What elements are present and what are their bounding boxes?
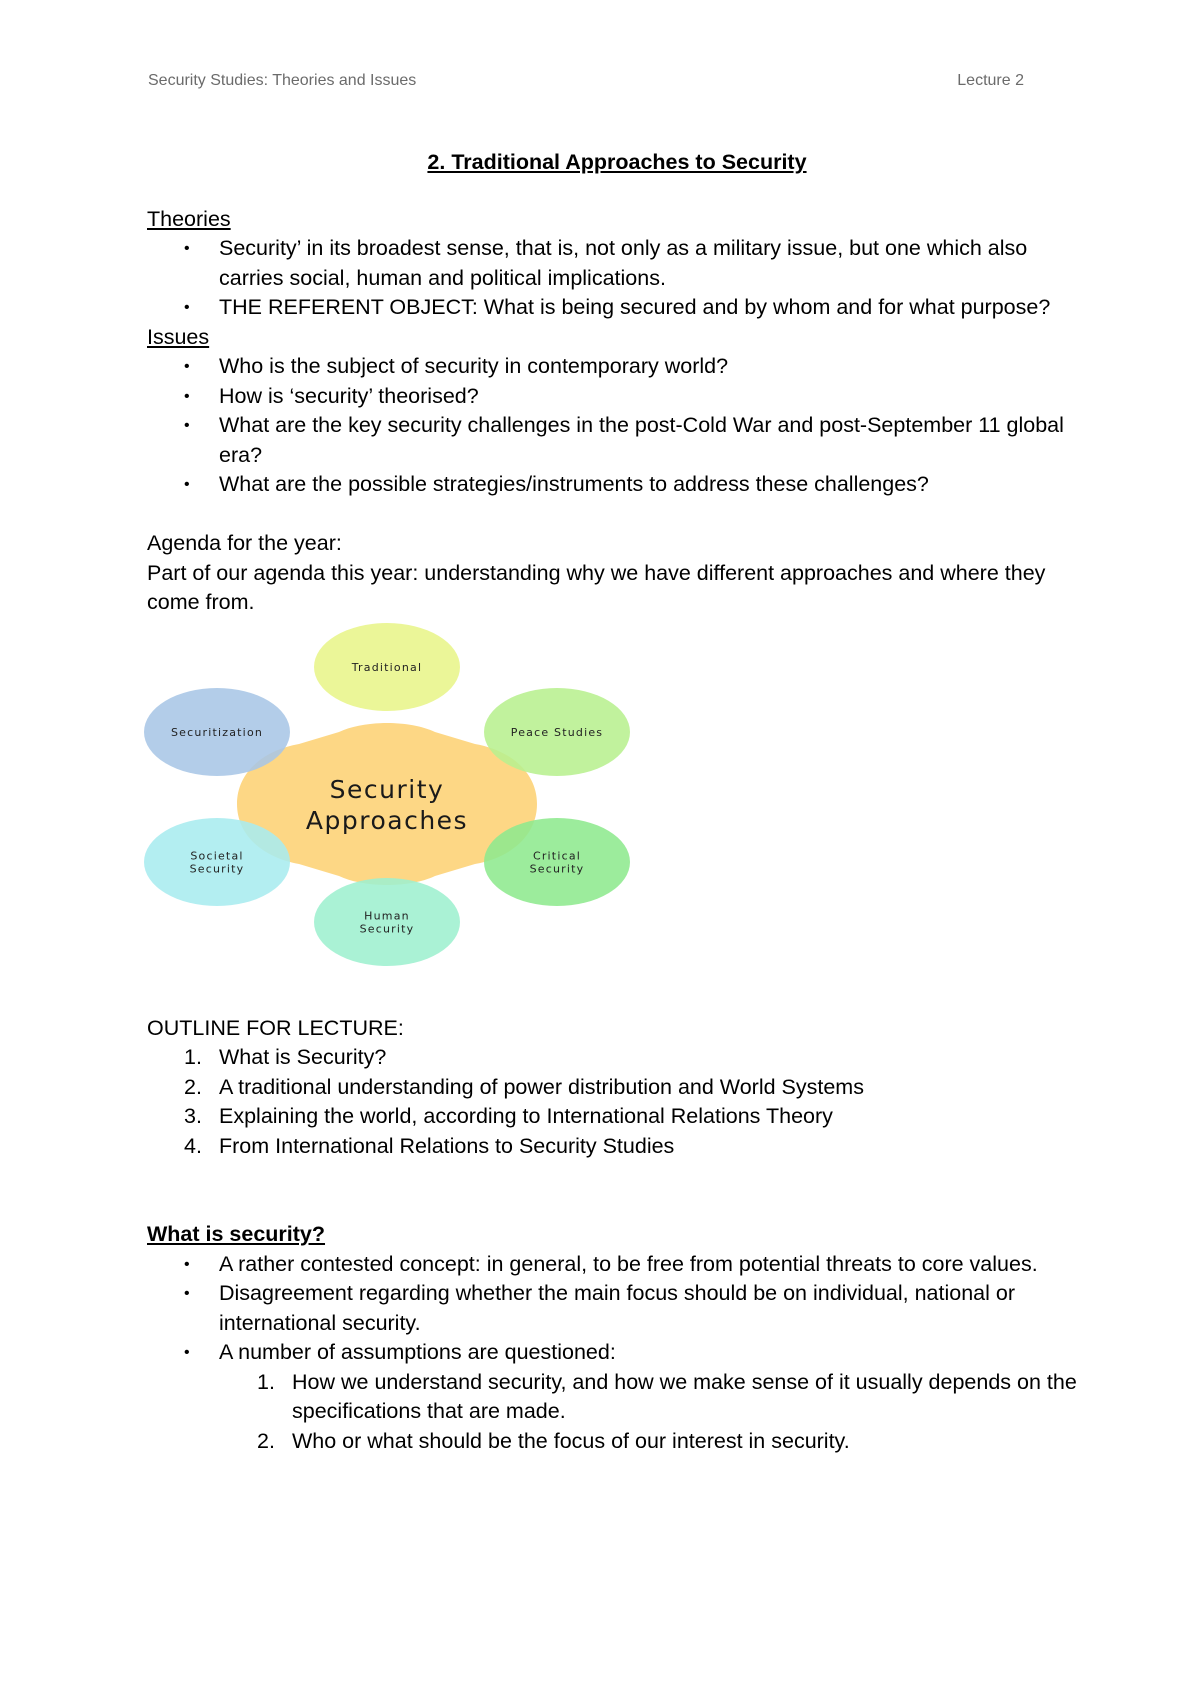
diagram-node (144, 818, 290, 906)
diagram-node-label: Critical (532, 849, 582, 862)
diagram-node-label: Security (189, 862, 245, 875)
diagram-node-label: Human (364, 909, 410, 922)
diagram-node (484, 818, 630, 906)
diagram-node-label: Traditional (351, 660, 423, 674)
list-text: Explaining the world, according to International Relations Theory (219, 1104, 833, 1128)
issues-list (147, 352, 1077, 500)
issues-heading: Issues (147, 324, 210, 349)
diagram-center-label: Security (329, 774, 445, 804)
theories-list (147, 234, 1077, 323)
diagram-node (144, 688, 290, 776)
outline-list (147, 1043, 1077, 1161)
list-item: • THE REFERENT OBJECT: What is being secured and by whom and for what purpose? (147, 293, 1077, 323)
outline-heading: OUTLINE FOR LECTURE: (147, 1015, 404, 1040)
list-text: A traditional understanding of power distribution and World Systems (219, 1074, 864, 1099)
diagram-node (314, 623, 460, 711)
list-item: • What are the possible strategies/instruments to address these challenges? (147, 470, 1077, 500)
list-item: • Security’ in its broadest sense, that is, not only as a military issue, but one which also carries social, human and political implications. (147, 234, 1077, 293)
diagram-node-label: Societal (190, 849, 244, 862)
diagram-canvas (139, 622, 699, 992)
list-item: • Disagreement regarding whether the main focus should be on individual, national or international security. (147, 1279, 1077, 1338)
document-title: 2. Traditional Approaches to Security (427, 150, 807, 174)
list-number: 3. (184, 1104, 202, 1128)
diagram-node (484, 688, 630, 776)
list-item: • How is ‘security’ theorised? (147, 382, 1077, 412)
list-number: 4. (184, 1133, 202, 1158)
list-item: • A rather contested concept: in general, to be free from potential threats to core values. (147, 1250, 1077, 1280)
list-item (147, 1102, 1077, 1132)
list-item (147, 1427, 1077, 1457)
header-lecture-number: Lecture 2 (957, 72, 1024, 89)
diagram-node (314, 878, 460, 966)
diagram-node-label: Peace Studies (510, 725, 604, 739)
list-item: • A number of assumptions are questioned: (147, 1338, 1077, 1368)
list-item (147, 1073, 1077, 1103)
list-item (147, 1368, 1077, 1427)
spacer (147, 500, 1077, 530)
list-item (147, 1132, 1077, 1162)
list-number: 1. (184, 1045, 202, 1069)
list-item: • What are the key security challenges in the post-Cold War and post-September 11 global era? (147, 411, 1077, 470)
what-is-security-list (147, 1250, 1077, 1368)
list-number: 1. (257, 1369, 275, 1394)
agenda-text: Part of our agenda this year: understanding why we have different approaches and where they come from. (147, 560, 1046, 614)
spacer (147, 1161, 1077, 1191)
list-text: How we understand security, and how we make sense of it usually depends on the specifications that are made. (292, 1369, 1077, 1423)
diagram-node-label: Security (359, 922, 415, 935)
document-body (147, 148, 1077, 1456)
list-item: • Who is the subject of security in contemporary world? (147, 352, 1077, 382)
diagram-center-label: Approaches (305, 805, 469, 835)
list-text: Who or what should be the focus of our interest in security. (292, 1428, 850, 1453)
theories-heading: Theories (147, 206, 231, 231)
diagram-node-label: Security (529, 862, 585, 875)
agenda-heading: Agenda for the year: (147, 531, 342, 555)
list-number: 2. (184, 1074, 202, 1099)
assumptions-list (147, 1368, 1077, 1457)
list-text: What is Security? (219, 1045, 387, 1069)
spacer (147, 1191, 1077, 1221)
header-course-title: Security Studies: Theories and Issues (148, 72, 417, 89)
list-text: From International Relations to Security Studies (219, 1133, 675, 1158)
list-number: 2. (257, 1428, 275, 1453)
list-item (147, 1043, 1077, 1073)
diagram-node-label: Securitization (170, 725, 264, 739)
what-is-security-heading: What is security? (147, 1222, 326, 1246)
security-approaches-diagram (139, 622, 699, 992)
